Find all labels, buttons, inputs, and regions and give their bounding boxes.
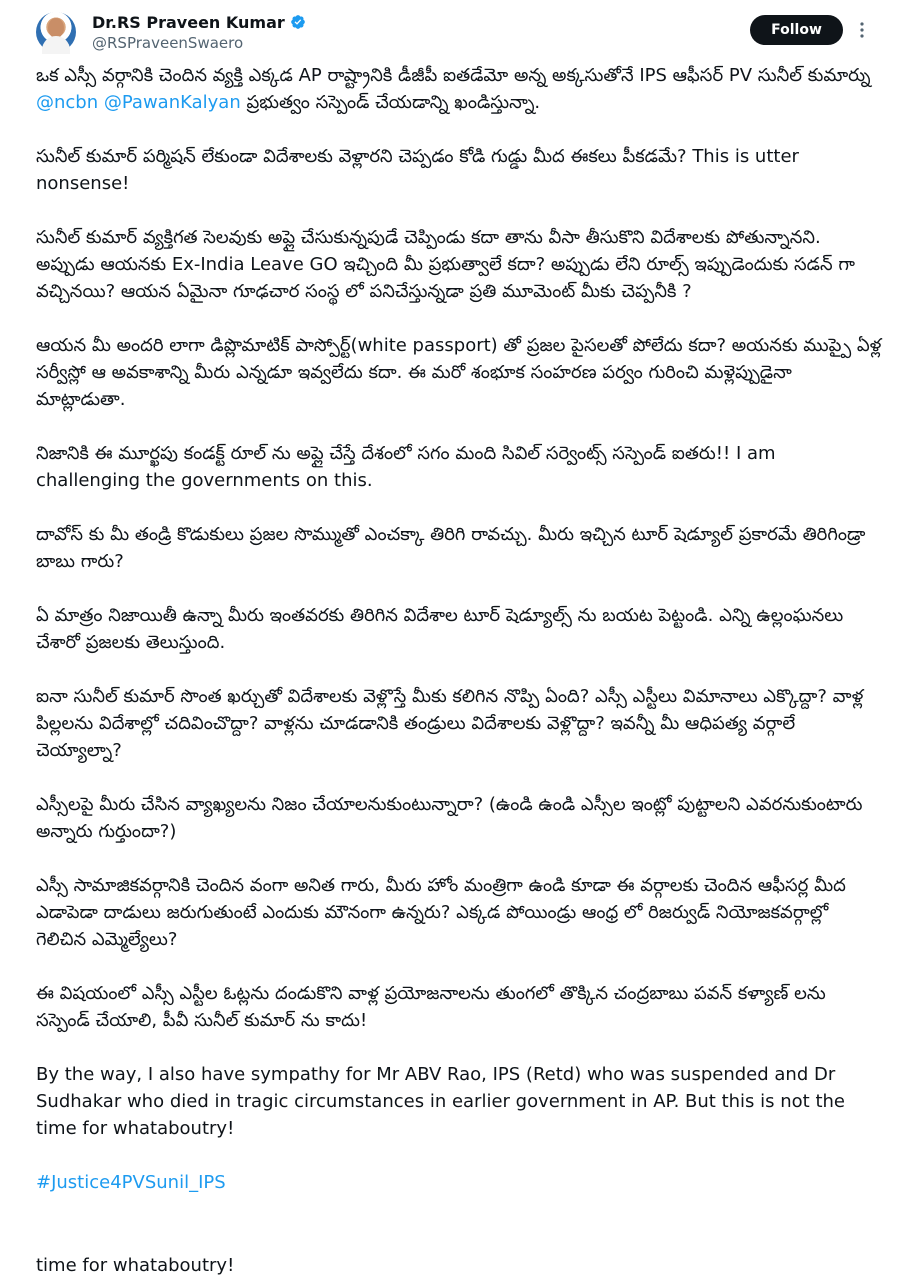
display-name[interactable]: Dr.RS Praveen Kumar	[92, 12, 285, 32]
tweet-paragraph-10: ఎస్సీ సామాజికవర్గానికి చెందిన వంగా అనిత గారు, మీరు హోం మంత్రిగా ఉండి కూడా ఈ వర్గాలకు చెందిన ఆఫీసర్ల మీద ఎడాపెడా దాడులు జరుగుతుంటే ఎందుకు మౌనంగా ఉన్నరు? ఎక్కడ పోయిండ్రు ఆంధ్ర లో రిజర్వుడ్ నియోజకవర్గాల్లో గెలిచిన ఎమ్మెల్యేలు?	[36, 875, 846, 950]
tweet-paragraph-3: సునీల్ కుమార్ వ్యక్తిగత సెలవుకు అప్లై చేసుకున్నపుడే చెప్పిండు కదా తాను వీసా తీసుకొని విదేశాలకు పోతున్నానని. అప్పుడు ఆయనకు Ex-India Leave GO ఇచ్చింది మీ ప్రభుత్వాలే కదా? అప్పుడు లేని రూల్స్ ఇప్పుడెందుకు సడన్ గా వచ్చినయి? ఆయన ఏమైనా గూఢచార సంస్థ లో పనిచేస్తున్నడా ప్రతి మూమెంట్ మీకు చెప్పనీకి ?	[36, 227, 855, 302]
tweet-paragraph-7: ఏ మాత్రం నిజాయితీ ఉన్నా మీరు ఇంతవరకు తిరిగిన విదేశాల టూర్ షెడ్యూల్స్ ను బయట పెట్టండి. ఎన్ని ఉల్లంఘనలు చేశారో ప్రజలకు తెలుస్తుంది.	[36, 605, 844, 653]
p1-text-after: ప్రభుత్వం సస్పెండ్ చేయడాన్ని ఖండిస్తున్నా.	[240, 92, 541, 113]
follow-button[interactable]: Follow	[750, 15, 843, 45]
mention-ncbn[interactable]: @ncbn	[36, 92, 99, 113]
p1-text-before: ఒక ఎస్సీ వర్గానికి చెందిన వ్యక్తి ఎక్కడ AP రాష్ట్రానికి డీజీపీ ఐతడేమో అన్న అక్కసుతోనే IPS ఆఫీసర్ PV సునీల్ కుమార్ను	[36, 65, 871, 86]
more-vertical-icon[interactable]	[857, 20, 867, 40]
avatar-body	[42, 36, 70, 54]
tweet-header	[0, 0, 910, 64]
tweet-paragraph-4: ఆయన మీ అందరి లాగా డిప్లొమాటిక్ పాస్పోర్ట్(white passport) తో ప్రజల పైసలతో పోలేదు కదా? అయనకు ముప్పై ఏళ్ల సర్వీస్లో ఆ అవకాశాన్ని మీరు ఎన్నడూ ఇవ్వలేదు కదా. ఈ మరో శంభూక సంహరణ పర్వం గురించి మళ్లెప్పుడైనా మాట్లాడుతా.	[36, 335, 882, 410]
tweet-paragraph-8: ఐనా సునీల్ కుమార్ సొంత ఖర్చుతో విదేశాలకు వెళ్లొస్తే మీకు కలిగిన నొప్పి ఏంది? ఎస్సీ ఎస్టీలు విమానాలు ఎక్కొద్దా? వాళ్ల పిల్లలను విదేశాల్లో చదివించొద్దా? వాళ్లను చూడడానికి తండ్రులు విదేశాలకు వెళ్లొద్దా? ఇవన్నీ మీ ఆధిపత్య వర్గాలే చెయ్యాల్నా?	[36, 686, 864, 761]
author-block[interactable]	[92, 12, 306, 52]
cropped-text-line	[36, 1255, 236, 1280]
cropped-text: time for whataboutry!	[36, 1255, 235, 1276]
verified-badge-icon	[290, 14, 306, 30]
tweet-paragraph-11: ఈ విషయంలో ఎస్సీ ఎస్టీల ఓట్లను దండుకొని వాళ్ల ప్రయోజనాలను తుంగలో తొక్కిన చంద్రబాబు పవన్ కళ్యాణ్ లను సస్పెండ్ చేయాలి, పీవీ సునీల్ కుమార్ ను కాదు!	[36, 983, 826, 1031]
tweet-paragraph-2: సునీల్ కుమార్ పర్మిషన్ లేకుండా విదేశాలకు వెళ్లారని చెప్పడం కోడి గుడ్డు మీద ఈకలు పీకడమే? This is utter nonsense!	[36, 146, 799, 194]
hashtag-justice4pvsunil[interactable]: #Justice4PVSunil_IPS	[36, 1172, 226, 1193]
tweet-paragraph-6: దావోస్ కు మీ తండ్రి కొడుకులు ప్రజల సొమ్ముతో ఎంచక్కా తిరిగి రావచ్చు. మీరు ఇచ్చిన టూర్ షెడ్యూల్ ప్రకారమే తిరిగిండ్రా బాబు గారు?	[36, 524, 866, 572]
tweet-paragraph-1	[36, 62, 882, 116]
handle[interactable]: @RSPraveenSwaero	[92, 34, 244, 52]
display-name-row	[92, 12, 306, 32]
mention-pawankalyan[interactable]: @PawanKalyan	[103, 92, 241, 113]
avatar-face	[48, 18, 64, 38]
tweet-paragraph-12: By the way, I also have sympathy for Mr ABV Rao, IPS (Retd) who was suspended and Dr Sudhakar who died in tragic circumstances in earlier government in AP. But this is not the time for whataboutry!	[36, 1064, 845, 1139]
tweet-paragraph-5: నిజానికి ఈ మూర్ఖపు కండక్ట్ రూల్ ను అప్లై చేస్తే దేశంలో సగం మంది సివిల్ సర్వెంట్స్ సస్పెండ్ ఐతరు!! I am challenging the governments on this.	[36, 443, 776, 491]
tweet-paragraph-9: ఎస్సీలపై మీరు చేసిన వ్యాఖ్యలను నిజం చేయాలనుకుంటున్నారా? (ఉండి ఉండి ఎస్సీల ఇంట్లో పుట్టాలని ఎవరనుకుంటారు అన్నారు గుర్తుందా?)	[36, 794, 863, 842]
tweet-text	[36, 62, 882, 1196]
avatar[interactable]	[36, 12, 76, 52]
